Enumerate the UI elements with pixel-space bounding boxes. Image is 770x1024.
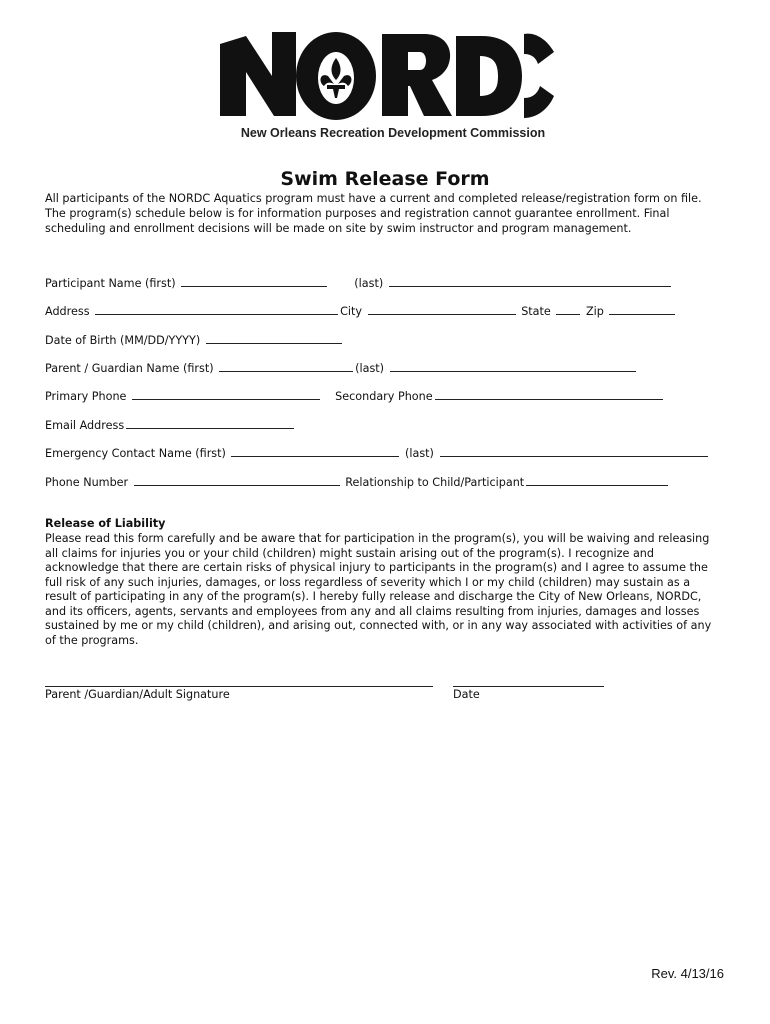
participant-name-row <box>45 276 673 290</box>
release-line: Please read this form carefully and be aware that for participation in the program(s), you will be waiving and releasing <box>45 532 710 545</box>
dob-label: Date of Birth (MM/DD/YYYY) <box>45 334 201 347</box>
emergency-first-label: Emergency Contact Name (first) <box>45 447 226 460</box>
state-input[interactable] <box>556 304 580 315</box>
primary-phone-label: Primary Phone <box>45 390 127 403</box>
participant-first-input[interactable] <box>181 276 327 287</box>
phone-number-label: Phone Number <box>45 476 129 489</box>
guardian-last-label: (last) <box>355 362 385 375</box>
date-input[interactable] <box>453 686 604 687</box>
nordc-logo <box>216 24 556 144</box>
date-label: Date <box>453 688 480 701</box>
dob-row <box>45 333 344 347</box>
zip-input[interactable] <box>609 304 675 315</box>
signature-label: Parent /Guardian/Adult Signature <box>45 688 230 701</box>
release-line: acknowledge that there are certain risks of physical injury to participants in the program(s) and I agree to assume the <box>45 561 708 574</box>
guardian-first-input[interactable] <box>219 361 353 372</box>
address-input[interactable] <box>95 304 338 315</box>
participant-last-label: (last) <box>354 277 384 290</box>
secondary-phone-label: Secondary Phone <box>335 390 433 403</box>
revision-label: Rev. 4/13/16 <box>651 966 724 981</box>
release-heading: Release of Liability <box>45 517 166 530</box>
signature-input[interactable] <box>45 686 433 687</box>
address-row <box>45 304 677 318</box>
state-label: State <box>521 305 551 318</box>
phone-row <box>45 389 665 403</box>
logo-subtitle: New Orleans Recreation Development Commission <box>240 126 546 140</box>
dob-input[interactable] <box>206 333 342 344</box>
participant-first-label: Participant Name (first) <box>45 277 176 290</box>
intro-paragraph <box>45 191 735 236</box>
zip-label: Zip <box>585 305 604 318</box>
intro-line: All participants of the NORDC Aquatics program must have a current and completed release/registration form on file. <box>45 192 702 205</box>
emergency-last-input[interactable] <box>440 446 708 457</box>
email-input[interactable] <box>126 418 294 429</box>
phone-number-input[interactable] <box>134 475 340 486</box>
release-line: and its officers, agents, servants and employees from any and all claims resulting from injuries, damages and losses <box>45 604 700 618</box>
guardian-last-input[interactable] <box>390 361 636 372</box>
address-label: Address <box>45 305 90 318</box>
guardian-name-row <box>45 361 638 375</box>
emergency-contact-row <box>45 446 710 460</box>
release-line: all claims for injuries you or your child (children) might sustain arising out of the program(s). I recognize and <box>45 546 654 560</box>
relationship-label: Relationship to Child/Participant <box>345 476 525 489</box>
intro-line: scheduling and enrollment decisions will be made on site by swim instructor and program management. <box>45 222 632 235</box>
city-input[interactable] <box>368 304 516 315</box>
intro-line: The program(s) schedule below is for information purposes and registration cannot guarantee enrollment. Final <box>45 207 670 220</box>
nordc-wordmark-logo <box>216 24 556 124</box>
relationship-input[interactable] <box>526 475 668 486</box>
phone-relationship-row <box>45 475 670 489</box>
form-title: Swim Release Form <box>280 168 490 190</box>
email-label: Email Address <box>45 419 125 432</box>
release-line: result of participating in any of the program(s). I hereby fully release and discharge the City of New Orleans, NORDC, <box>45 590 702 603</box>
guardian-first-label: Parent / Guardian Name (first) <box>45 362 214 375</box>
participant-last-input[interactable] <box>389 276 671 287</box>
primary-phone-input[interactable] <box>132 389 320 400</box>
secondary-phone-input[interactable] <box>435 389 663 400</box>
release-line: sustained by me or my child (children), and arising out, connected with, or in any way associated with activities of any <box>45 619 712 632</box>
release-line: full risk of any such injuries, damages, or loss regardless of severity which I or my child (children) may sustain as a <box>45 575 691 589</box>
release-paragraph <box>45 532 735 648</box>
email-row <box>45 418 296 432</box>
emergency-first-input[interactable] <box>231 446 399 457</box>
emergency-last-label: (last) <box>405 447 434 460</box>
city-label: City <box>340 305 363 318</box>
release-line: of the programs. <box>45 633 139 647</box>
